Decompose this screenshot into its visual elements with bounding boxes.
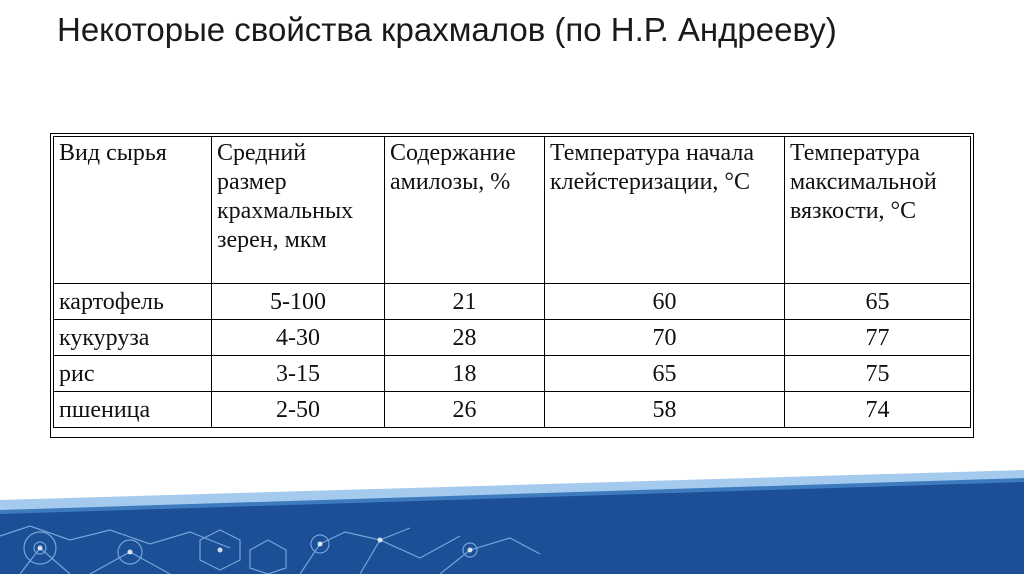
starch-properties-table xyxy=(53,136,971,428)
cell-raw-material: пшеница xyxy=(54,392,212,428)
cell-gelatinization-temp: 58 xyxy=(545,392,785,428)
table-row xyxy=(54,356,971,392)
table-row xyxy=(54,392,971,428)
cell-raw-material: картофель xyxy=(54,284,212,320)
cell-max-viscosity-temp: 74 xyxy=(785,392,971,428)
cell-max-viscosity-temp: 75 xyxy=(785,356,971,392)
cell-max-viscosity-temp: 77 xyxy=(785,320,971,356)
header-amylose: Содержание амилозы, % xyxy=(385,137,545,284)
cell-raw-material: рис xyxy=(54,356,212,392)
header-raw-material: Вид сырья xyxy=(54,137,212,284)
header-gelatinization-temp: Температура начала клейстеризации, °С xyxy=(545,137,785,284)
cell-gelatinization-temp: 60 xyxy=(545,284,785,320)
cell-amylose: 28 xyxy=(385,320,545,356)
table-header-row xyxy=(54,137,971,284)
cell-grain-size: 2-50 xyxy=(212,392,385,428)
cell-gelatinization-temp: 65 xyxy=(545,356,785,392)
cell-gelatinization-temp: 70 xyxy=(545,320,785,356)
cell-max-viscosity-temp: 65 xyxy=(785,284,971,320)
table-row xyxy=(54,320,971,356)
cell-amylose: 21 xyxy=(385,284,545,320)
cell-amylose: 26 xyxy=(385,392,545,428)
cell-amylose: 18 xyxy=(385,356,545,392)
cell-grain-size: 5-100 xyxy=(212,284,385,320)
cell-raw-material: кукуруза xyxy=(54,320,212,356)
cell-grain-size: 4-30 xyxy=(212,320,385,356)
slide-title: Некоторые свойства крахмалов (по Н.Р. Андрееву) xyxy=(57,11,837,48)
header-grain-size: Средний размер крахмальных зерен, мкм xyxy=(212,137,385,284)
table-row xyxy=(54,284,971,320)
header-max-viscosity-temp: Температура максимальной вязкости, °С xyxy=(785,137,971,284)
decorative-footer-graphic xyxy=(0,440,1024,574)
cell-grain-size: 3-15 xyxy=(212,356,385,392)
